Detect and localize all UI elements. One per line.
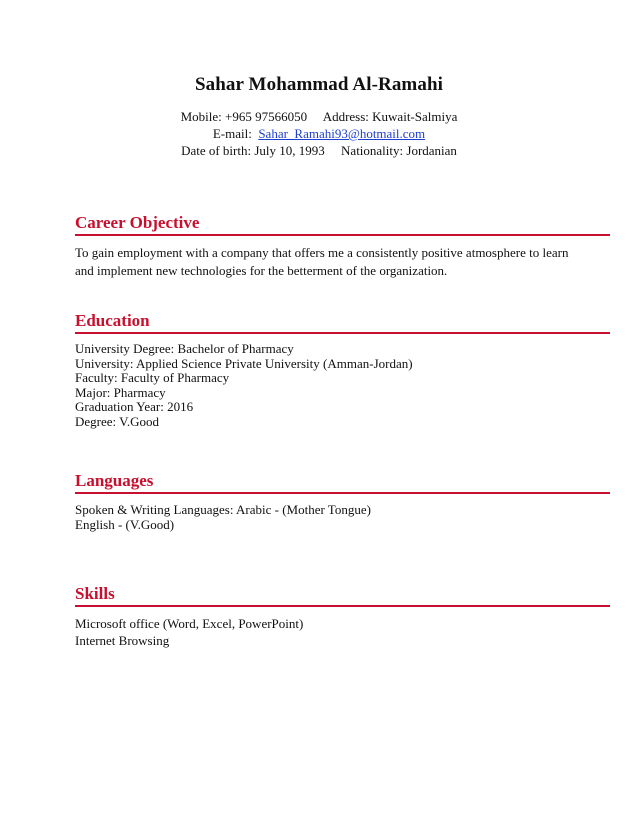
nationality-value: Jordanian bbox=[406, 143, 457, 158]
address-label: Address: bbox=[322, 109, 369, 124]
section-languages bbox=[75, 471, 610, 532]
skills-line: Internet Browsing bbox=[75, 633, 170, 648]
nationality-label: Nationality: bbox=[341, 143, 404, 158]
education-line: Degree: V.Good bbox=[75, 413, 160, 429]
contact-line-mobile-address bbox=[0, 108, 638, 125]
mobile-value: +965 97566050 bbox=[225, 109, 308, 124]
skills-body bbox=[75, 615, 610, 649]
section-skills bbox=[75, 584, 610, 649]
career-objective-body bbox=[75, 244, 610, 280]
mobile-label: Mobile: bbox=[180, 109, 222, 124]
resume-header bbox=[0, 74, 638, 159]
languages-line: English - (V.Good) bbox=[75, 517, 175, 532]
section-title-education: Education bbox=[75, 311, 610, 334]
education-line: Graduation Year: 2016 bbox=[75, 399, 194, 415]
section-education bbox=[75, 311, 610, 430]
contact-line-dob-nationality bbox=[0, 142, 638, 159]
email-link[interactable]: Sahar_Ramahi93@hotmail.com bbox=[258, 126, 426, 141]
career-line: To gain employment with a company that offers me a consistently positive atmosphere to learn bbox=[75, 245, 569, 260]
candidate-name: Sahar Mohammad Al-Ramahi bbox=[194, 74, 444, 95]
section-title-career-objective: Career Objective bbox=[75, 213, 610, 236]
languages-line: Spoken & Writing Languages: Arabic - (Mother Tongue) bbox=[75, 502, 371, 517]
dob-label: Date of birth: bbox=[181, 143, 252, 158]
section-title-skills: Skills bbox=[75, 584, 610, 607]
contact-line-email bbox=[0, 125, 638, 142]
education-line: Faculty: Faculty of Pharmacy bbox=[75, 370, 230, 386]
section-title-languages: Languages bbox=[75, 471, 610, 494]
section-career-objective bbox=[75, 213, 610, 280]
email-label: E-mail: bbox=[212, 126, 252, 141]
education-body bbox=[75, 342, 610, 430]
education-line: Major: Pharmacy bbox=[75, 384, 166, 400]
skills-line: Microsoft office (Word, Excel, PowerPoint) bbox=[75, 616, 304, 631]
career-line: and implement new technologies for the betterment of the organization. bbox=[75, 263, 448, 278]
languages-body bbox=[75, 502, 610, 532]
dob-value: July 10, 1993 bbox=[254, 143, 325, 158]
address-value: Kuwait-Salmiya bbox=[372, 109, 458, 124]
education-line: University: Applied Science Private University (Amman-Jordan) bbox=[75, 355, 413, 371]
education-line: University Degree: Bachelor of Pharmacy bbox=[75, 341, 294, 356]
